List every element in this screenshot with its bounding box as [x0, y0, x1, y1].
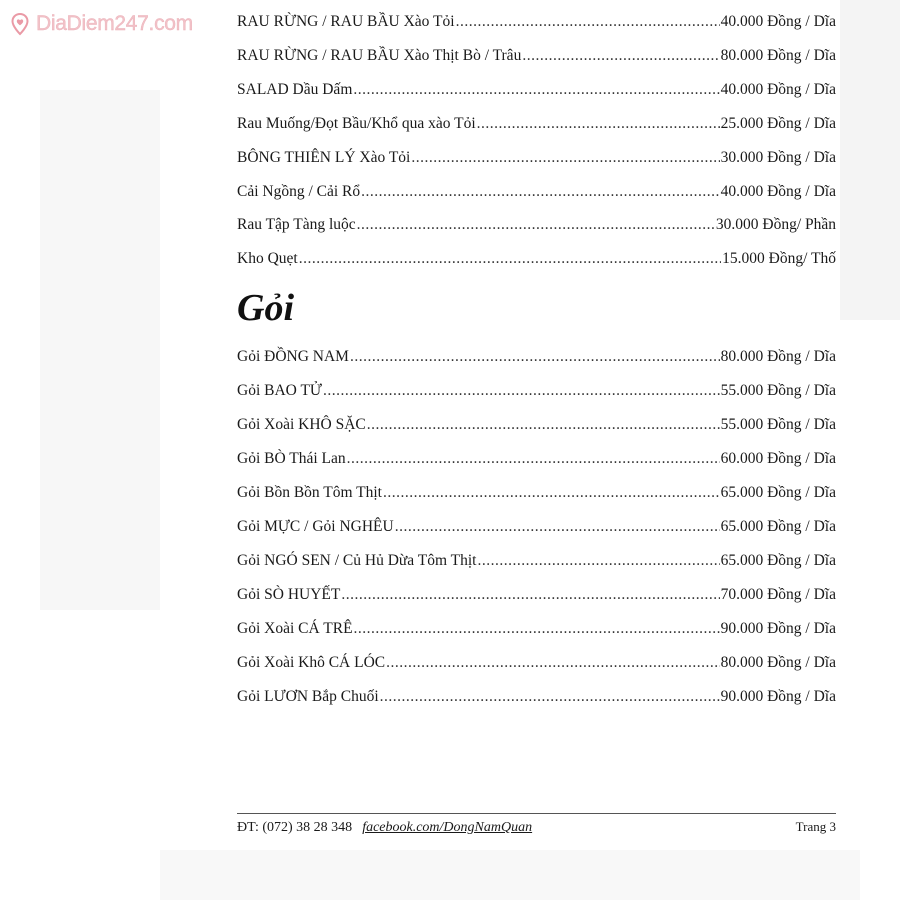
dot-leader	[354, 618, 720, 640]
menu-item-price: 40.000 Đồng / Dĩa	[720, 182, 836, 200]
menu-item	[237, 113, 836, 135]
menu-item	[237, 181, 836, 203]
dot-leader	[383, 482, 720, 504]
location-pin-icon	[8, 12, 32, 36]
menu-item	[237, 414, 836, 436]
menu-item	[237, 380, 836, 402]
menu-item-price: 80.000 Đồng / Dĩa	[720, 348, 836, 365]
menu-item	[237, 686, 836, 708]
menu-item-name: Gỏi ĐỒNG NAM	[237, 348, 349, 365]
menu-item-price: 55.000 Đồng / Dĩa	[720, 382, 836, 399]
menu-item-price: 70.000 Đồng / Dĩa	[720, 586, 836, 603]
menu-item-price: 65.000 Đồng / Dĩa	[720, 552, 836, 569]
menu-item-price: 40.000 Đồng / Dĩa	[720, 13, 836, 30]
menu-item-name: RAU RỪNG / RAU BẦU Xào Thịt Bò / Trâu	[237, 46, 522, 64]
menu-item-name: Rau Tập Tàng luộc	[237, 216, 356, 234]
page-shade-left	[40, 90, 160, 610]
menu-item-name: Cải Ngồng / Cải Rổ	[237, 182, 361, 200]
dot-leader	[299, 248, 721, 270]
menu-item	[237, 618, 836, 640]
menu-item-name: Gỏi Bồn Bồn Tôm Thịt	[237, 484, 382, 501]
menu-item-price: 80.000 Đồng / Dĩa	[720, 654, 836, 671]
menu-item	[237, 652, 836, 674]
menu-item-price: 25.000 Đồng / Dĩa	[720, 114, 836, 132]
menu-item	[237, 11, 836, 33]
menu-item-price: 40.000 Đồng / Dĩa	[720, 80, 836, 98]
menu-item	[237, 448, 836, 470]
menu-item-name: BÔNG THIÊN LÝ Xào Tỏi	[237, 148, 411, 166]
menu-item-price: 90.000 Đồng / Dĩa	[720, 688, 836, 705]
menu-item-name: Kho Quẹt	[237, 250, 298, 268]
watermark	[8, 12, 193, 36]
menu-item	[237, 248, 836, 270]
menu-item	[237, 482, 836, 504]
menu-item	[237, 214, 836, 236]
menu-item-name: Gỏi BÒ Thái Lan	[237, 450, 346, 467]
menu-item-price: 80.000 Đồng / Dĩa	[720, 46, 836, 64]
page-number: Trang 3	[795, 819, 836, 834]
menu-item-price: 60.000 Đồng / Dĩa	[720, 450, 836, 467]
menu-item-name: Gỏi BAO TỬ	[237, 382, 322, 399]
menu-item-name: Gỏi Xoài Khô CÁ LÓC	[237, 654, 386, 671]
dot-leader	[367, 414, 720, 436]
menu-item-price: 15.000 Đồng/ Thố	[722, 250, 836, 268]
menu-item-name: Gỏi LƯƠN Bắp Chuối	[237, 688, 379, 705]
facebook-link[interactable]: facebook.com/DongNamQuan	[362, 820, 533, 835]
menu-item-name: Rau Muống/Đọt Bầu/Khổ qua xào Tỏi	[237, 114, 476, 132]
menu-item-price: 65.000 Đồng / Dĩa	[720, 518, 836, 535]
menu-item	[237, 346, 836, 368]
menu-item-price: 30.000 Đồng / Dĩa	[720, 148, 836, 166]
menu-item-name: Gỏi SÒ HUYẾT	[237, 586, 341, 603]
watermark-text: DiaDiem247.com	[36, 12, 193, 35]
footer-phone: ĐT: (072) 38 28 348	[237, 820, 353, 835]
menu-item-name: Gỏi NGÓ SEN / Củ Hủ Dừa Tôm Thịt	[237, 552, 477, 569]
dot-leader	[323, 380, 720, 402]
menu-item-name: Gỏi Xoài KHÔ SẶC	[237, 416, 366, 433]
dot-leader	[353, 79, 719, 101]
menu-item-price: 30.000 Đồng/ Phần	[715, 216, 836, 234]
dot-leader	[456, 11, 720, 33]
menu-item-price: 65.000 Đồng / Dĩa	[720, 484, 836, 501]
dot-leader	[522, 45, 719, 67]
dot-leader	[477, 113, 720, 135]
menu-item-name: Gỏi Xoài CÁ TRÊ	[237, 620, 353, 637]
dot-leader	[341, 584, 719, 606]
dot-leader	[411, 147, 719, 169]
page-footer	[237, 816, 836, 838]
menu-item	[237, 147, 836, 169]
dot-leader	[380, 686, 720, 708]
menu-item-price: 55.000 Đồng / Dĩa	[720, 416, 836, 433]
menu-item	[237, 550, 836, 572]
menu-item-name: RAU RỪNG / RAU BẦU Xào Tỏi	[237, 13, 455, 30]
dot-leader	[477, 550, 719, 572]
footer-divider	[237, 813, 836, 814]
dot-leader	[395, 516, 720, 538]
goi-section-heading: Gỏi	[237, 287, 294, 329]
menu-item-price: 90.000 Đồng / Dĩa	[720, 620, 836, 637]
dot-leader	[386, 652, 720, 674]
page-shade-right	[840, 0, 900, 320]
dot-leader	[361, 181, 719, 203]
dot-leader	[347, 448, 720, 470]
menu-item-name: SALAD Dầu Dấm	[237, 80, 353, 98]
dot-leader	[357, 214, 715, 236]
menu-item	[237, 584, 836, 606]
dot-leader	[350, 346, 720, 368]
menu-item	[237, 516, 836, 538]
page-shade-bottom	[160, 850, 860, 900]
menu-item-name: Gỏi MỰC / Gỏi NGHÊU	[237, 518, 394, 535]
menu-item	[237, 45, 836, 67]
menu-item	[237, 79, 836, 101]
